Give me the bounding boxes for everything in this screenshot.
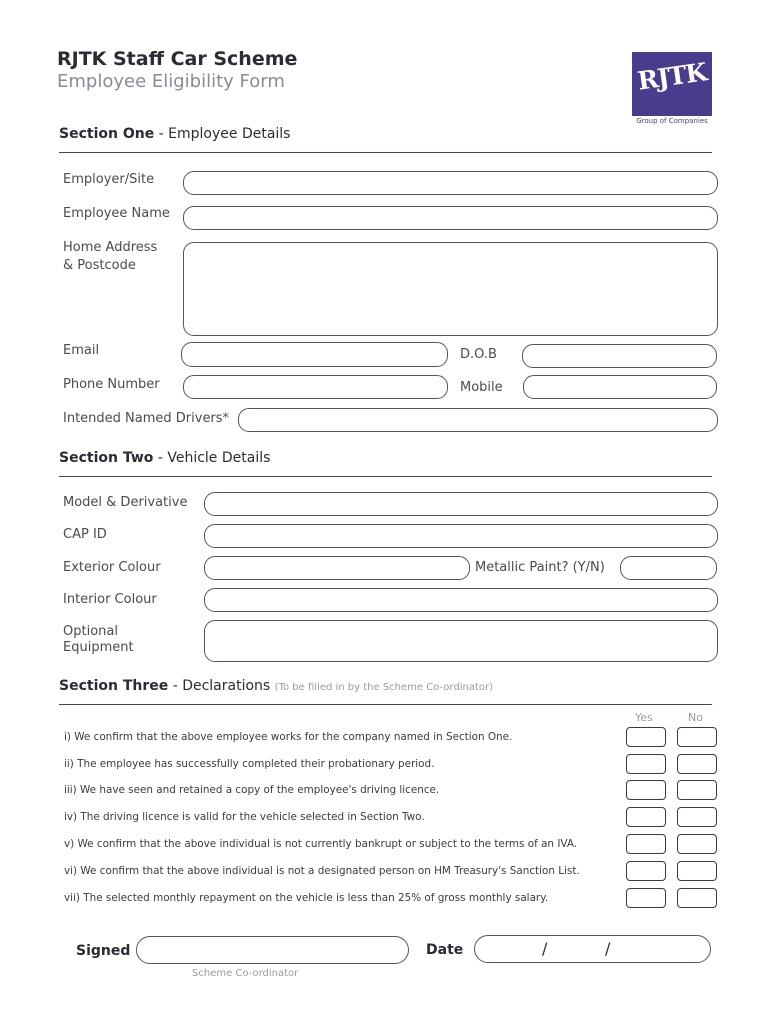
declaration-5-no-checkbox[interactable] — [677, 834, 717, 854]
declaration-3-yes-checkbox[interactable] — [626, 780, 666, 800]
exterior-colour-label: Exterior Colour — [63, 560, 161, 575]
model-derivative-label: Model & Derivative — [63, 495, 188, 510]
declaration-3-no-checkbox[interactable] — [677, 780, 717, 800]
named-drivers-label: Intended Named Drivers* — [63, 411, 230, 426]
section-two-title — [59, 450, 270, 466]
optional-equipment-label-line2: Equipment — [63, 640, 134, 655]
logo-text: RJTK — [635, 57, 709, 96]
section-two-rule — [59, 476, 712, 477]
declaration-1-yes-checkbox[interactable] — [626, 727, 666, 747]
section-one-rule — [59, 152, 712, 153]
section-one-number: Section One — [59, 126, 155, 142]
declaration-1: i) We confirm that the above employee works for the company named in Section One. — [64, 731, 513, 743]
section-three-separator: - — [168, 678, 183, 694]
phone-field[interactable] — [183, 375, 448, 399]
section-three-number: Section Three — [59, 678, 169, 694]
email-field[interactable] — [181, 342, 448, 367]
section-two-number: Section Two — [59, 450, 154, 466]
date-separator-1: / — [542, 939, 548, 958]
yes-column-header: Yes — [635, 711, 653, 724]
declaration-5: v) We confirm that the above individual is not currently bankrupt or subject to the terms of an IVA. — [64, 838, 578, 850]
section-one-separator: - — [154, 126, 169, 142]
employer-site-label: Employer/Site — [63, 172, 155, 187]
form-title: RJTK Staff Car Scheme — [57, 48, 298, 70]
declaration-7: vii) The selected monthly repayment on the vehicle is less than 25% of gross monthly salary. — [64, 892, 549, 904]
signed-label: Signed — [76, 943, 131, 959]
declaration-7-no-checkbox[interactable] — [677, 888, 717, 908]
section-three-name: Declarations — [182, 678, 271, 694]
declaration-4-no-checkbox[interactable] — [677, 807, 717, 827]
employee-name-label: Employee Name — [63, 206, 170, 221]
declaration-2-yes-checkbox[interactable] — [626, 754, 666, 774]
date-field[interactable] — [474, 935, 711, 963]
declaration-2: ii) The employee has successfully completed their probationary period. — [64, 758, 435, 770]
declaration-3: iii) We have seen and retained a copy of the employee's driving licence. — [64, 784, 440, 796]
no-column-header: No — [688, 711, 703, 724]
dob-label: D.O.B — [460, 347, 497, 362]
signature-caption: Scheme Co-ordinator — [192, 968, 299, 979]
declaration-1-no-checkbox[interactable] — [677, 727, 717, 747]
declaration-6-yes-checkbox[interactable] — [626, 861, 666, 881]
declaration-2-no-checkbox[interactable] — [677, 754, 717, 774]
model-derivative-field[interactable] — [204, 492, 718, 516]
date-label: Date — [426, 942, 464, 958]
cap-id-label: CAP ID — [63, 527, 107, 542]
metallic-paint-label: Metallic Paint? (Y/N) — [475, 560, 605, 575]
declaration-7-yes-checkbox[interactable] — [626, 888, 666, 908]
employee-name-field[interactable] — [183, 206, 718, 230]
home-address-field[interactable] — [183, 242, 718, 336]
home-address-label-line2: & Postcode — [63, 258, 136, 273]
declaration-5-yes-checkbox[interactable] — [626, 834, 666, 854]
employer-site-field[interactable] — [183, 171, 718, 195]
section-three-rule — [59, 704, 712, 705]
section-three-title — [59, 678, 493, 694]
email-label: Email — [63, 343, 100, 358]
named-drivers-field[interactable] — [238, 408, 718, 432]
interior-colour-label: Interior Colour — [63, 592, 157, 607]
mobile-label: Mobile — [460, 380, 503, 395]
declaration-4: iv) The driving licence is valid for the vehicle selected in Section Two. — [64, 811, 425, 823]
declaration-4-yes-checkbox[interactable] — [626, 807, 666, 827]
exterior-colour-field[interactable] — [204, 556, 470, 580]
interior-colour-field[interactable] — [204, 588, 718, 612]
logo-subtext: Group of Companies — [636, 117, 708, 125]
section-one-name: Employee Details — [168, 126, 291, 142]
phone-label: Phone Number — [63, 377, 160, 392]
date-separator-2: / — [605, 939, 611, 958]
section-two-separator: - — [153, 450, 168, 466]
optional-equipment-field[interactable] — [204, 620, 718, 662]
section-three-note: (To be filled in by the Scheme Co-ordinator) — [274, 682, 494, 693]
optional-equipment-label-line1: Optional — [63, 624, 118, 639]
section-one-title — [59, 126, 290, 142]
cap-id-field[interactable] — [204, 524, 718, 548]
declaration-6-no-checkbox[interactable] — [677, 861, 717, 881]
signature-field[interactable] — [136, 936, 409, 964]
metallic-paint-field[interactable] — [620, 556, 717, 580]
dob-field[interactable] — [522, 344, 717, 368]
form-subtitle: Employee Eligibility Form — [57, 71, 285, 92]
declaration-6: vi) We confirm that the above individual is not a designated person on HM Treasury's Sanction List. — [64, 865, 580, 877]
mobile-field[interactable] — [523, 375, 717, 399]
section-two-name: Vehicle Details — [167, 450, 271, 466]
home-address-label-line1: Home Address — [63, 240, 158, 255]
